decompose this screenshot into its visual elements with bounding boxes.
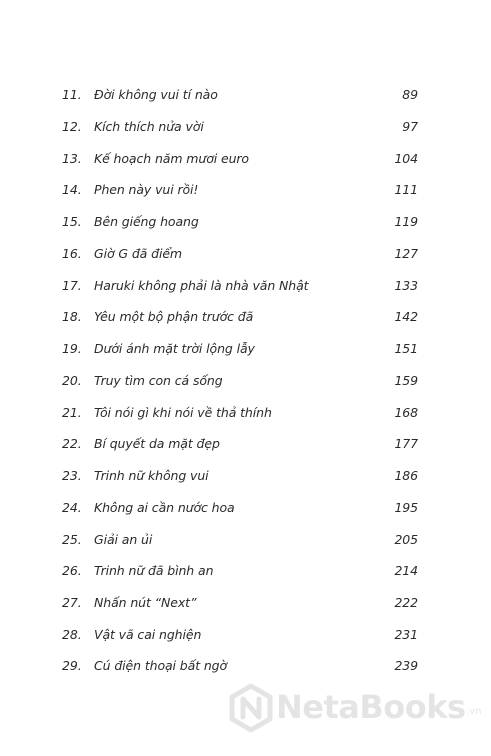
toc-entry-page: 195 xyxy=(394,500,418,515)
toc-entry xyxy=(0,339,491,359)
toc-entry-title: Giải an ủi xyxy=(94,532,153,547)
toc-entry-title: Bên giếng hoang xyxy=(94,214,199,229)
toc-entry-number: 13. xyxy=(62,151,82,166)
toc-entry xyxy=(0,466,491,486)
toc-entry-title: Phen này vui rồi! xyxy=(94,182,199,197)
toc-entry-page: 119 xyxy=(394,214,418,229)
toc-entry-title: Vật vã cai nghiện xyxy=(94,627,202,642)
toc-entry-number: 11. xyxy=(62,87,82,102)
toc-entry xyxy=(0,561,491,581)
toc-entry-title: Kế hoạch năm mươi euro xyxy=(94,151,249,166)
toc-entry xyxy=(0,371,491,391)
toc-entry xyxy=(0,530,491,550)
toc-entry-number: 18. xyxy=(62,309,82,324)
toc-entry-title: Trinh nữ đã bình an xyxy=(94,563,214,578)
toc-entry xyxy=(0,85,491,105)
toc-entry xyxy=(0,498,491,518)
toc-entry xyxy=(0,149,491,169)
toc-entry-page: 231 xyxy=(394,627,418,642)
toc-entry-page: 177 xyxy=(394,436,418,451)
toc-entry-title: Yêu một bộ phận trước đã xyxy=(94,309,254,324)
toc-entry-page: 89 xyxy=(402,87,418,102)
toc-entry-page: 151 xyxy=(394,341,418,356)
toc-entry-title: Haruki không phải là nhà văn Nhật xyxy=(94,278,309,293)
toc-entry-number: 22. xyxy=(62,436,82,451)
toc-entry-title: Không ai cần nước hoa xyxy=(94,500,235,515)
toc-entry xyxy=(0,276,491,296)
toc-entry xyxy=(0,656,491,676)
toc-entry-title: Đời không vui tí nào xyxy=(94,87,218,102)
toc-entry-number: 15. xyxy=(62,214,82,229)
toc-entry-number: 12. xyxy=(62,119,82,134)
toc-entry-number: 17. xyxy=(62,278,82,293)
toc-entry xyxy=(0,403,491,423)
toc-entry-number: 29. xyxy=(62,658,82,673)
toc-entry xyxy=(0,212,491,232)
toc-entry-title: Tôi nói gì khi nói về thả thính xyxy=(94,405,272,420)
toc-entry-number: 20. xyxy=(62,373,82,388)
toc-entry xyxy=(0,244,491,264)
toc-entry-page: 97 xyxy=(402,119,418,134)
toc-entry xyxy=(0,625,491,645)
toc-entry-number: 14. xyxy=(62,182,82,197)
netabooks-logo-icon xyxy=(228,683,274,733)
toc-entry-page: 133 xyxy=(394,278,418,293)
toc-entry-number: 28. xyxy=(62,627,82,642)
toc-entry-number: 24. xyxy=(62,500,82,515)
toc-entry-number: 23. xyxy=(62,468,82,483)
toc-entry-number: 16. xyxy=(62,246,82,261)
toc-entry-page: 127 xyxy=(394,246,418,261)
toc-entry-page: 168 xyxy=(394,405,418,420)
toc-entry xyxy=(0,307,491,327)
toc-entry-number: 25. xyxy=(62,532,82,547)
toc-entry-page: 239 xyxy=(394,658,418,673)
toc-entry-title: Truy tìm con cá sống xyxy=(94,373,223,388)
toc-entry xyxy=(0,593,491,613)
toc-entry-title: Nhấn nút “Next” xyxy=(94,595,197,610)
toc-entry-page: 159 xyxy=(394,373,418,388)
toc-entry-title: Bí quyết da mặt đẹp xyxy=(94,436,220,451)
toc-entry-title: Cú điện thoại bất ngờ xyxy=(94,658,228,673)
toc-entry-number: 19. xyxy=(62,341,82,356)
toc-entry-page: 104 xyxy=(394,151,418,166)
toc-entry-number: 27. xyxy=(62,595,82,610)
toc-entry-title: Dưới ánh mặt trời lộng lẫy xyxy=(94,341,255,356)
watermark xyxy=(228,683,488,733)
toc-entry-title: Trinh nữ không vui xyxy=(94,468,209,483)
toc-entry-number: 21. xyxy=(62,405,82,420)
toc-entry xyxy=(0,434,491,454)
toc-entry xyxy=(0,180,491,200)
toc-entry-page: 205 xyxy=(394,532,418,547)
toc-entry-page: 186 xyxy=(394,468,418,483)
toc-entry-page: 111 xyxy=(394,182,418,197)
toc-entry-page: 142 xyxy=(394,309,418,324)
toc-entry-page: 214 xyxy=(394,563,418,578)
toc-entry-title: Kích thích nửa vời xyxy=(94,119,204,134)
watermark-suffix: .vn xyxy=(466,706,482,717)
toc-entry-number: 26. xyxy=(62,563,82,578)
toc-entry xyxy=(0,117,491,137)
toc-entry-title: Giờ G đã điểm xyxy=(94,246,182,261)
toc-entry-page: 222 xyxy=(394,595,418,610)
watermark-brand: NetaBooks xyxy=(276,688,466,726)
